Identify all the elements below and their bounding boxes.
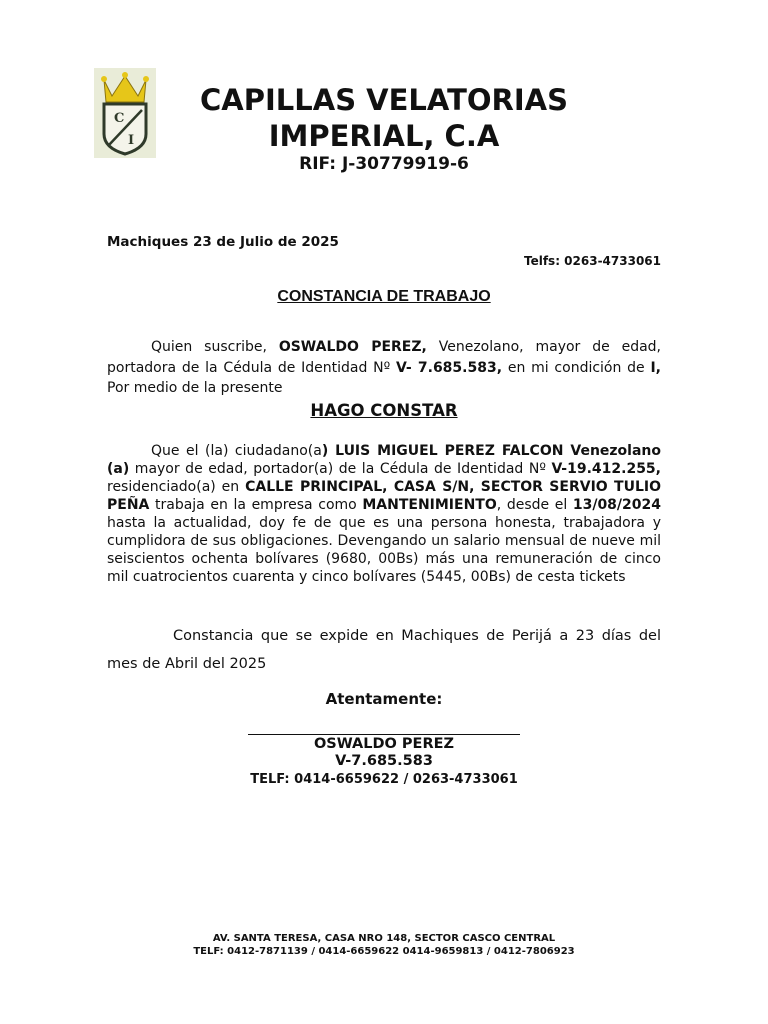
body-text: , desde el xyxy=(496,497,573,513)
body-paragraph xyxy=(107,442,661,586)
body-text: mayor de edad, portador(a) de la Cédula de Identidad Nº xyxy=(129,461,552,477)
hago-constar-heading: HAGO CONSTAR xyxy=(310,401,458,420)
signer-name: OSWALDO PEREZ, xyxy=(278,339,427,355)
body-text: hasta la actualidad, doy fe de que es una persona honesta, trabajadora y cumplidora de sus obligaciones. Devengando un salario mensual de nueve mil seiscientos ochenta bolívares (9680, 00Bs) más una remuneración de cinco mil cuatrocientos cuarenta y cinco bolívares (5445, 00Bs) de cesta tickets xyxy=(107,515,661,585)
employee-address: CALLE PRINCIPAL, CASA S/N, SECTOR SERVIO TULIO PEÑA xyxy=(107,479,661,513)
employee-id: V-19.412.255, xyxy=(551,461,661,477)
body-text: residenciado(a) en xyxy=(107,479,246,495)
employee-position: MANTENIMIENTO xyxy=(362,497,497,513)
employee-name: ) LUIS MIGUEL PEREZ FALCON Venezolano (a) xyxy=(107,443,661,477)
logo-letter-c: C xyxy=(114,111,125,126)
company-logo xyxy=(94,68,156,158)
company-name-line2: IMPERIAL, C.A xyxy=(268,119,500,153)
company-rif: RIF: J-30779919-6 xyxy=(299,154,469,174)
issue-paragraph: Constancia que se expide en Machiques de Perijá a 23 días del mes de Abril del 2025 xyxy=(107,628,661,672)
document-title: CONSTANCIA DE TRABAJO xyxy=(277,288,491,305)
signature-phone: TELF: 0414-6659622 / 0263-4733061 xyxy=(250,772,518,787)
logo-letter-i: I xyxy=(128,133,135,148)
body-text: Que el (la) ciudadano(a xyxy=(151,443,322,459)
intro-text: en mi condición de xyxy=(502,359,651,376)
signature-line xyxy=(248,720,520,735)
signer-id: V- 7.685.583, xyxy=(396,359,503,376)
footer-address: AV. SANTA TERESA, CASA NRO 148, SECTOR CASCO CENTRAL xyxy=(212,933,556,944)
company-name xyxy=(150,82,618,154)
intro-text: Venezolano, mayor de edad, portadora de la Cédula de Identidad Nº xyxy=(107,339,661,376)
closing-salutation: Atentamente: xyxy=(325,690,443,708)
place-date: Machiques 23 de Julio de 2025 xyxy=(107,234,339,250)
footer-phones: TELF: 0412-7871139 / 0414-6659622 0414-9659813 / 0412-7806923 xyxy=(193,946,575,957)
intro-text: Por medio de la presente xyxy=(107,380,283,396)
signer-role: I, xyxy=(650,359,661,376)
header-phones: Telfs: 0263-4733061 xyxy=(523,254,661,268)
company-name-line1: CAPILLAS VELATORIAS xyxy=(200,83,568,117)
employee-start-date: 13/08/2024 xyxy=(572,497,661,513)
intro-paragraph xyxy=(107,337,661,399)
body-text: trabaja en la empresa como xyxy=(149,497,363,513)
intro-text: Quien suscribe, xyxy=(151,339,279,355)
signature-name: OSWALDO PEREZ xyxy=(313,736,455,752)
crown-shield-icon xyxy=(94,68,156,158)
signature-id: V-7.685.583 xyxy=(335,753,433,769)
